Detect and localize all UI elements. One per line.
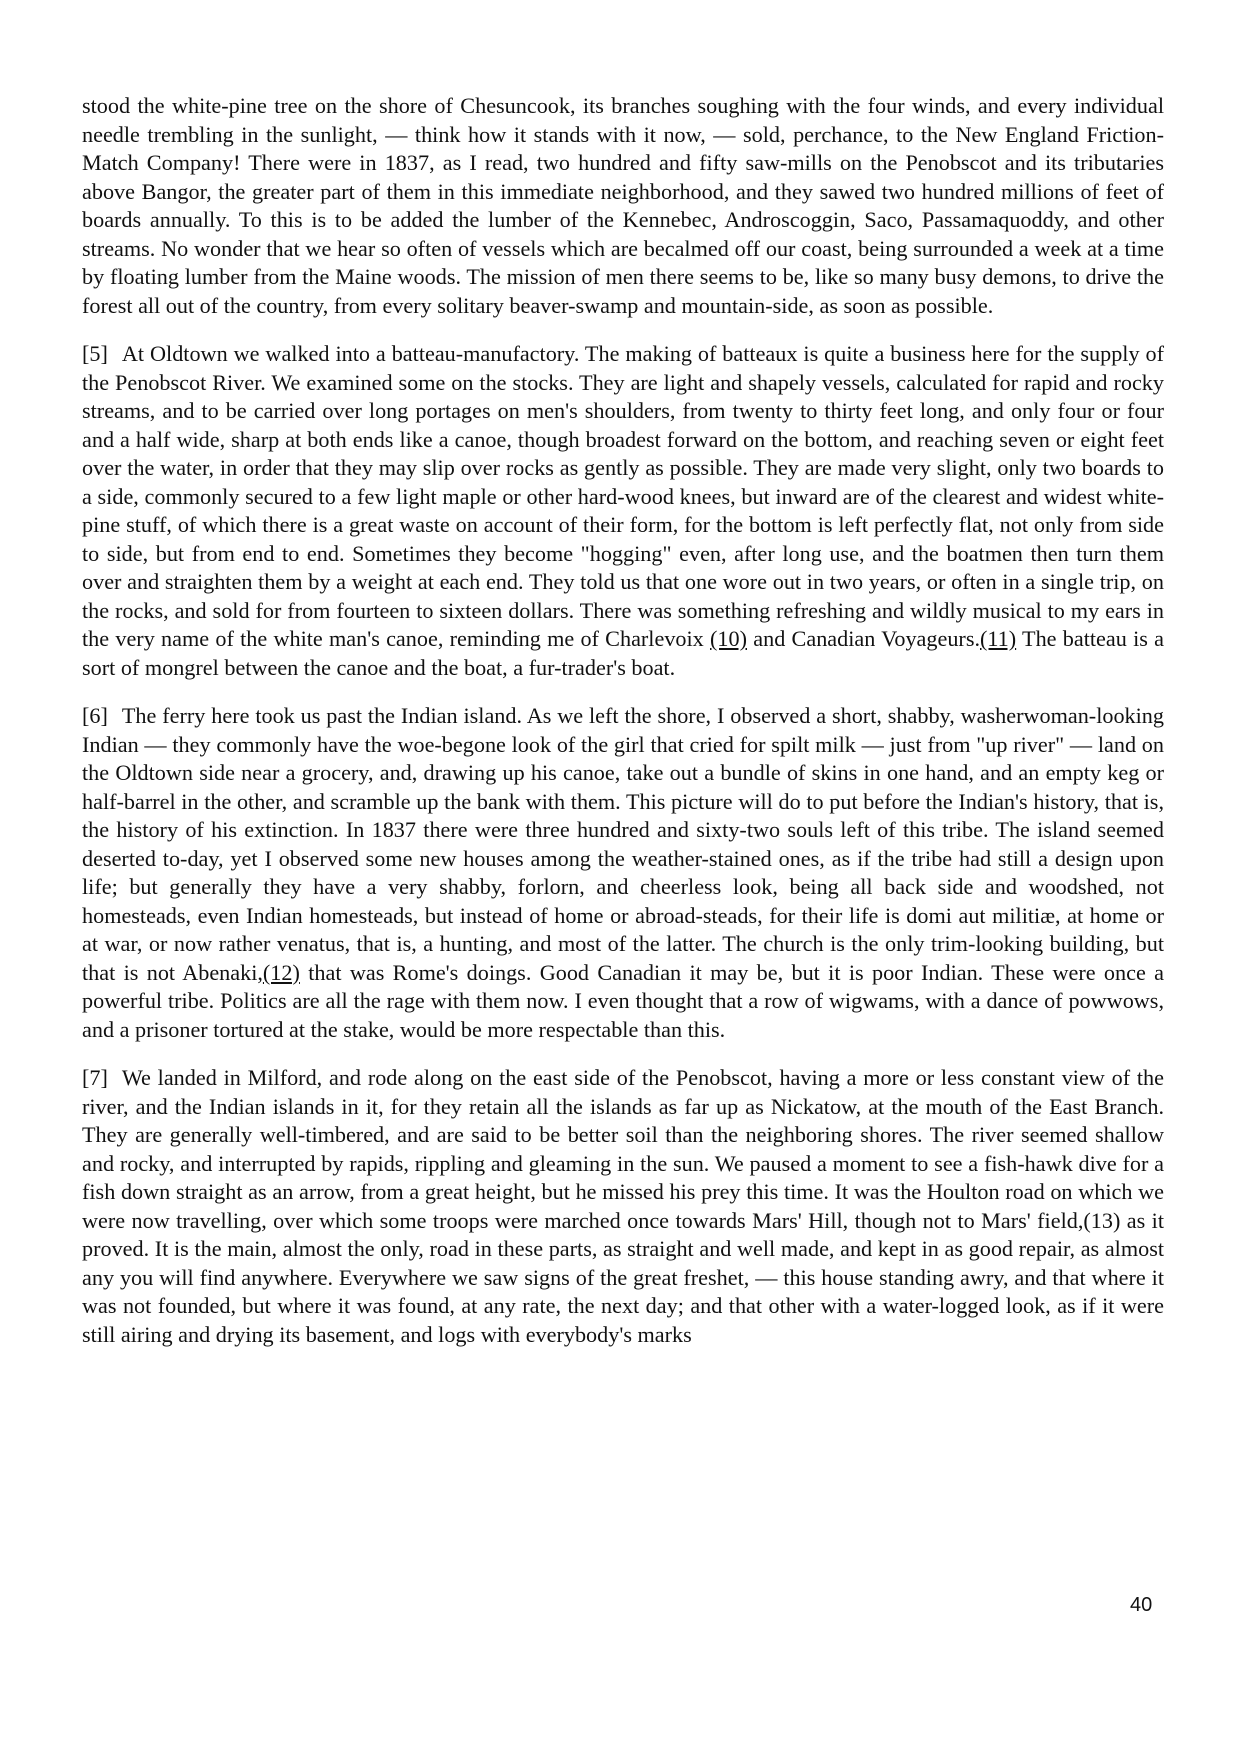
text-body	[82, 92, 1164, 1369]
paragraph-number: [7]	[82, 1065, 108, 1090]
paragraph-5	[82, 340, 1164, 682]
paragraph-text: and Canadian Voyageurs.	[747, 626, 980, 651]
paragraph-number: [5]	[82, 341, 108, 366]
paragraph-text: The batteau is a sort of mongrel between the canoe and the boat, a fur-trader's boat.	[82, 626, 1164, 680]
paragraph-number: [6]	[82, 703, 108, 728]
paragraph-text: The ferry here took us past the Indian island. As we left the shore, I observed a short, shabby, washerwoman-looking Indian — they commonly have the woe-begone look of the girl that cried for spilt milk — just from "up river" — land on the Oldtown side near a grocery, and, drawing up his canoe, take out a bundle of skins in one hand, and an empty keg or half-barrel in the other, and scramble up the bank with them. This picture will do to put before the Indian's history, that is, the history of his extinction. In 1837 there were three hundred and sixty-two souls left of this tribe. The island seemed deserted to-day, yet I observed some new houses among the weather-stained ones, as if the tribe had still a design upon life; but generally they have a very shabby, forlorn, and cheerless look, being all back side and woodshed, not homesteads, even Indian homesteads, but instead of home or abroad-steads, for their life is domi aut militiæ, at home or at war, or now rather venatus, that is, a hunting, and most of the latter. The church is the only trim-looking building, but that is not Abenaki,	[82, 703, 1164, 985]
paragraph-6	[82, 702, 1164, 1044]
paragraph-text: that was Rome's doings. Good Canadian it may be, but it is poor Indian. These were once a powerful tribe. Politics are all the rage with them now. I even thought that a row of wigwams, with a dance of powwows, and a prisoner tortured at the stake, would be more respectable than this.	[82, 959, 1164, 1042]
paragraph-4-continued	[82, 92, 1164, 320]
footnote-link-10[interactable]: (10)	[710, 626, 747, 651]
footnote-link-11[interactable]: (11)	[980, 626, 1017, 651]
paragraph-text: We landed in Milford, and rode along on the east side of the Penobscot, having a more or less constant view of the river, and the Indian islands in it, for they retain all the islands as far up as Nickatow, at the mouth of the East Branch. They are generally well-timbered, and are said to be better soil than the neighboring shores. The river seemed shallow and rocky, and interrupted by rapids, rippling and gleaming in the sun. We paused a moment to see a fish-hawk dive for a fish down straight as an arrow, from a great height, but he missed his prey this time. It was the Houlton road on which we were now travelling, over which some troops were marched once towards Mars' Hill, though not to Mars' field,(13) as it proved. It is the main, almost the only, road in these parts, as straight and well made, and kept in as good repair, as almost any you will find anywhere. Everywhere we saw signs of the great freshet, — this house standing awry, and that where it was not founded, but where it was found, at any rate, the next day; and that other with a water-logged look, as if it were still airing and drying its basement, and logs with everybody's marks	[82, 1065, 1164, 1347]
paragraph-text: stood the white-pine tree on the shore of Chesuncook, its branches soughing with the four winds, and every individual needle trembling in the sunlight, — think how it stands with it now, — sold, perchance, to the New England Friction-Match Company! There were in 1837, as I read, two hundred and fifty saw-mills on the Penobscot and its tributaries above Bangor, the greater part of them in this immediate neighborhood, and they sawed two hundred millions of feet of boards annually. To this is to be added the lumber of the Kennebec, Androscoggin, Saco, Passamaquoddy, and other streams. No wonder that we hear so often of vessels which are becalmed off our coast, being surrounded a week at a time by floating lumber from the Maine woods. The mission of men there seems to be, like so many busy demons, to drive the forest all out of the country, from every solitary beaver-swamp and mountain-side, as soon as possible.	[82, 93, 1164, 318]
footnote-link-12[interactable]: (12)	[262, 959, 300, 985]
paragraph-7	[82, 1064, 1164, 1349]
paragraph-text: At Oldtown we walked into a batteau-manufactory. The making of batteaux is quite a business here for the supply of the Penobscot River. We examined some on the stocks. They are light and shapely vessels, calculated for rapid and rocky streams, and to be carried over long portages on men's shoulders, from twenty to thirty feet long, and only four or four and a half wide, sharp at both ends like a canoe, though broadest forward on the bottom, and reaching seven or eight feet over the water, in order that they may slip over rocks as gently as possible. They are made very slight, only two boards to a side, commonly secured to a few light maple or other hard-wood knees, but inward are of the clearest and widest white-pine stuff, of which there is a great waste on account of their form, for the bottom is left perfectly flat, not only from side to side, but from end to end. Sometimes they become "hogging" even, after long use, and the boatmen then turn them over and straighten them by a weight at each end. They told us that one wore out in two years, or often in a single trip, on the rocks, and sold for from fourteen to sixteen dollars. There was something refreshing and wildly musical to my ears in the very name of the white man's canoe, reminding me of Charlevoix	[82, 341, 1164, 651]
page-number: 40	[1130, 1594, 1153, 1616]
